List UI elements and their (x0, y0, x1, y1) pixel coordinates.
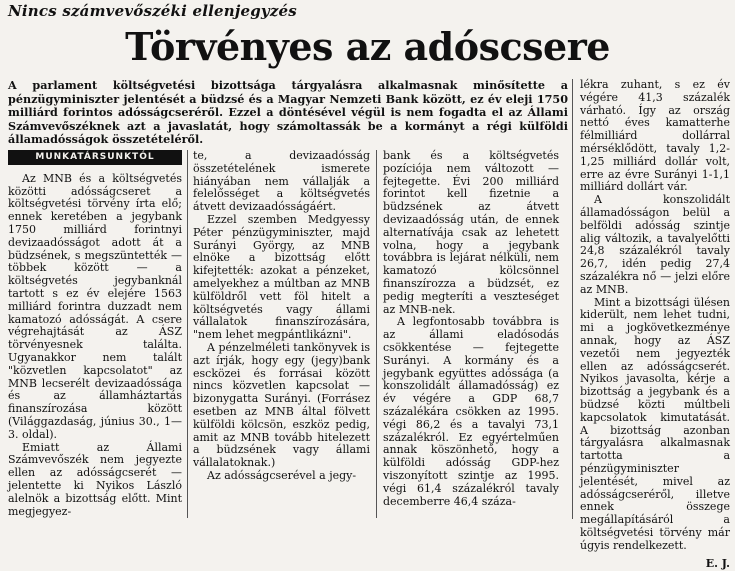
paragraph: Ezzel szemben Medgyessy Péter pénzügyminiszter, majd Surányi György, az MNB elnöke a bizottság előtt kifejtették: azokat a pénzeket, amelyekhez a múltban az MNB külföldről vett föl hitelt a költségvetés vagy állami vállalatok finanszírozására, "nem lehet megpántlikázni". (193, 212, 370, 342)
paragraph: Az MNB és a költségvetés közötti adósságcseret a költségvetési törvény írta elő; ennek keretében a jegybank 1750 milliárd forintnyi devizaadósságot adott át a büdzsének, s megszüntették — többek között — a költségvetés jegybanknál tartott s ez év elejére 1563 milliárd forintra duzzadt nem kamatozó adósságát. A csere végrehajtását az ÁSZ törvényesnek találta. Ugyanakkor nem talált "közvetlen kapcsolatot" az MNB lecserélt devizaadóssága és az államháztartás finanszírozása között (Világgazdaság, június 30., 1—3. oldal). (8, 171, 182, 441)
paragraph: Az adósságcserével a jegy- (207, 468, 357, 482)
column-rule (376, 150, 377, 518)
author-signature: E. J. (705, 557, 730, 571)
column-rule (187, 150, 188, 518)
paragraph: Emiatt az Állami Számvevőszék nem jegyezte ellen az adósságcserét — jelentette ki Nyikos László alelnök a bizottság előtt. Mint megjegyez- (8, 440, 182, 518)
kicker: Nincs számvevőszéki ellenjegyzés (8, 2, 297, 20)
lead-text: A parlament költségvetési bizottsága tárgyalásra alkalmasnak minősítette a pénzügyminiszter jelentését a büdzsé és a Magyar Nemzeti Bank között, ez év eleji 1750 milliárd forintos adósságcseréről. Ezzel a döntésével végül is nem fogadta el az Állami Számvevőszéknek azt a javaslatát, hogy számoltassák be a kormányt a régi külföldi államadósságok összetételéről. (8, 78, 568, 147)
column-2 (193, 150, 370, 483)
column-rule (572, 79, 573, 519)
paragraph: A pénzelméleti tankönyvek is azt írják, hogy egy (jegy)bank escközei és forrásai között nincs közvetlen kapcsolat — bizonygatta Surányi. (Forrásez esetben az MNB által fölvett külföldi kölcsön, eszköz pedig, amit az MNB tovább hitelezett a büdzsének vagy állami vállalatoknak.) (193, 340, 371, 470)
paragraph: lékra zuhant, s ez év végére 41,3 százalék várható. Így az ország nettó éves kamatterhe félmilliárd dollárral mérséklődött, tavaly 1,2-1,25 milliárd dollár volt, erre az évre Surányi 1-1,1 milliárd dollárt vár. (580, 78, 730, 194)
byline: MUNKATÁRSUNKTÓL (8, 150, 182, 165)
paragraph: A legfontosabb továbbra is az állami eladósodás csökkentése — fejtegette Surányi. A kormány és a jegybank együttes adóssága (a konszolidált államadósság) ez év végére a GDP 68,7 százalékára csökken az 1995. végi 86,2 és a tavalyi 73,1 százalékról. Ez egyértelműen annak köszönhető, hogy a külföldi adósság GDP-hez viszonyított szintje az 1995. végi 61,4 százalékról tavaly decemberre 46,4 száza- (383, 315, 559, 508)
paragraph: A konszolidált államadósságon belül a belföldi adósság szintje alig változik, a tavalyelőtti 24,8 százalékról tavaly 26,7, idén pedig 27,4 százalékra nő — jelzi előre az MNB. (580, 193, 730, 296)
paragraph: Mint a bizottsági ülésen kiderült, nem lehet tudni, mi a jogkövetkezménye annak, hogy az ÁSZ vezetői nem jegyezték ellen az adósságcserét. Nyikos javasolta, kérje a bizottság a jegybank és a büdzsé közti múltbeli kapcsolatok kimutatását. A bizottság azonban tárgyalásra alkalmasnak tartotta a pénzügyminiszter jelentését, mivel az adósságcseréről, illetve ennek összege megállapításáról a költségvetési törvény már úgyis rendelkezett. (580, 295, 730, 552)
paragraph: te, a devizaadósság összetételének ismerete hiányában nem vállalják a felelősséget a költségvetés átvett devizaadósságáért. (193, 149, 370, 214)
column-3 (383, 150, 559, 508)
column-1 (8, 150, 182, 518)
headline: Törvényes az adóscsere (125, 24, 610, 69)
column-4 (580, 79, 730, 571)
lead-paragraph (8, 79, 568, 147)
paragraph: bank és a költségvetés pozíciója nem változott — fejtegette. Évi 200 milliárd forintot kell fizetnie a büdzsének az átvett devizaadósság után, de ennek alternatívája csak az lehetett volna, hogy a jegybank továbbra is lejárat nélküli, nem kamatozó kölcsönnel finanszírozza a büdzsét, ez pedig megteríti a veszteséget az MNB-nek. (383, 149, 559, 316)
